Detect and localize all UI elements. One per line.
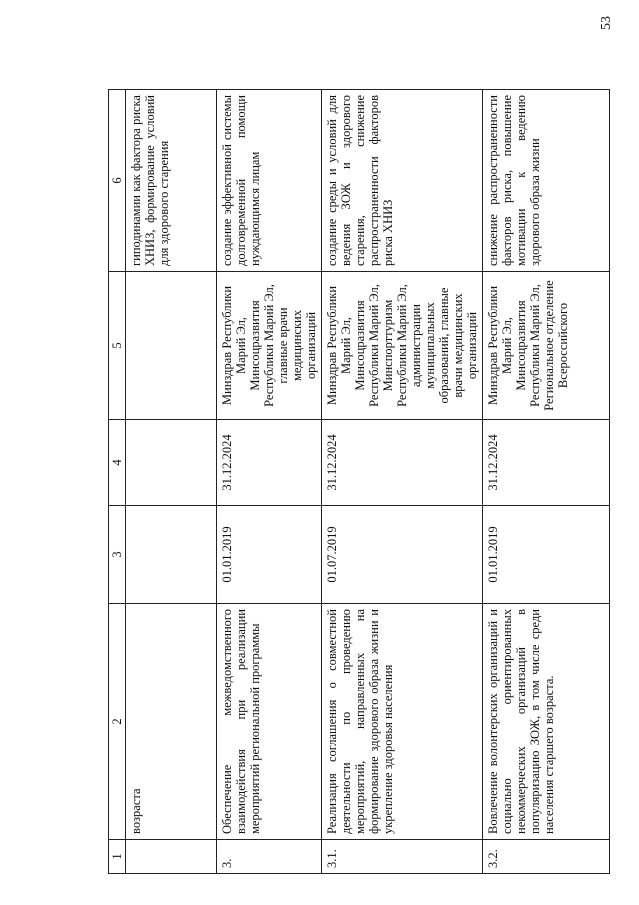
cell-end-date: 31.12.2024	[483, 420, 610, 506]
cell-responsible: Минздрав Республики Марий Эл, Минсоцразвития Республики Марий Эл, главные врачи медицинских организаций	[217, 272, 322, 420]
cell-measure: Реализация соглашения о совместной деятельности по проведению мероприятий, направленных на формирование здорового образа жизни и укрепление здоровья населения	[322, 604, 483, 840]
column-header: 1	[109, 840, 126, 874]
cell-result: создание эффективной системы долговременной помощи нуждающимся лицам	[217, 90, 322, 272]
table-row	[217, 90, 322, 874]
cell-result: создание среды и условий для ведения ЗОЖ и здорового старения, снижение распространенности факторов риска ХНИЗ	[322, 90, 483, 272]
column-header: 4	[109, 420, 126, 506]
cell-measure: Обеспечение межведомственного взаимодействия при реализации мероприятий региональной программы	[217, 604, 322, 840]
table-row	[483, 90, 610, 874]
cell-number: 3.1.	[322, 840, 483, 874]
cell-responsible: Минздрав Республики Марий Эл, Минсоцразвития Республики Марий Эл, Минспорттуризм Республики Марий Эл, администрации муниципальных образований, главные врачи медицинских организаций	[322, 272, 483, 420]
cell-number: 3.	[217, 840, 322, 874]
cell-end-date: 31.12.2024	[217, 420, 322, 506]
cell-start-date	[126, 506, 217, 604]
measures-table	[108, 89, 610, 874]
cell-start-date: 01.01.2019	[217, 506, 322, 604]
cell-end-date: 31.12.2024	[322, 420, 483, 506]
cell-start-date: 01.01.2019	[483, 506, 610, 604]
cell-measure: возраста	[126, 604, 217, 840]
column-header: 3	[109, 506, 126, 604]
cell-measure: Вовлечение волонтерских организаций и социально ориентированных некоммерческих организаций в популяризацию ЗОЖ, в том числе среди населения старшего возраста.	[483, 604, 610, 840]
column-header: 5	[109, 272, 126, 420]
table-header-row	[109, 90, 126, 874]
column-header: 6	[109, 90, 126, 272]
cell-result: гиподинамии как фактора риска ХНИЗ, формирование условий для здорового старения	[126, 90, 217, 272]
cell-start-date: 01.07.2019	[322, 506, 483, 604]
cell-end-date	[126, 420, 217, 506]
cell-responsible	[126, 272, 217, 420]
page-number: 53	[599, 16, 614, 30]
cell-result: снижение распространенности факторов риска, повышение мотивации к ведению здорового образа жизни	[483, 90, 610, 272]
cell-responsible: Минздрав Республики Марий Эл, Минсоцразвития Республики Марий Эл, Региональное отделение Всероссийского	[483, 272, 610, 420]
column-header: 2	[109, 604, 126, 840]
cell-number	[126, 840, 217, 874]
table-row	[322, 90, 483, 874]
cell-number: 3.2.	[483, 840, 610, 874]
table-row	[126, 90, 217, 874]
rotated-table-sheet	[108, 90, 628, 874]
